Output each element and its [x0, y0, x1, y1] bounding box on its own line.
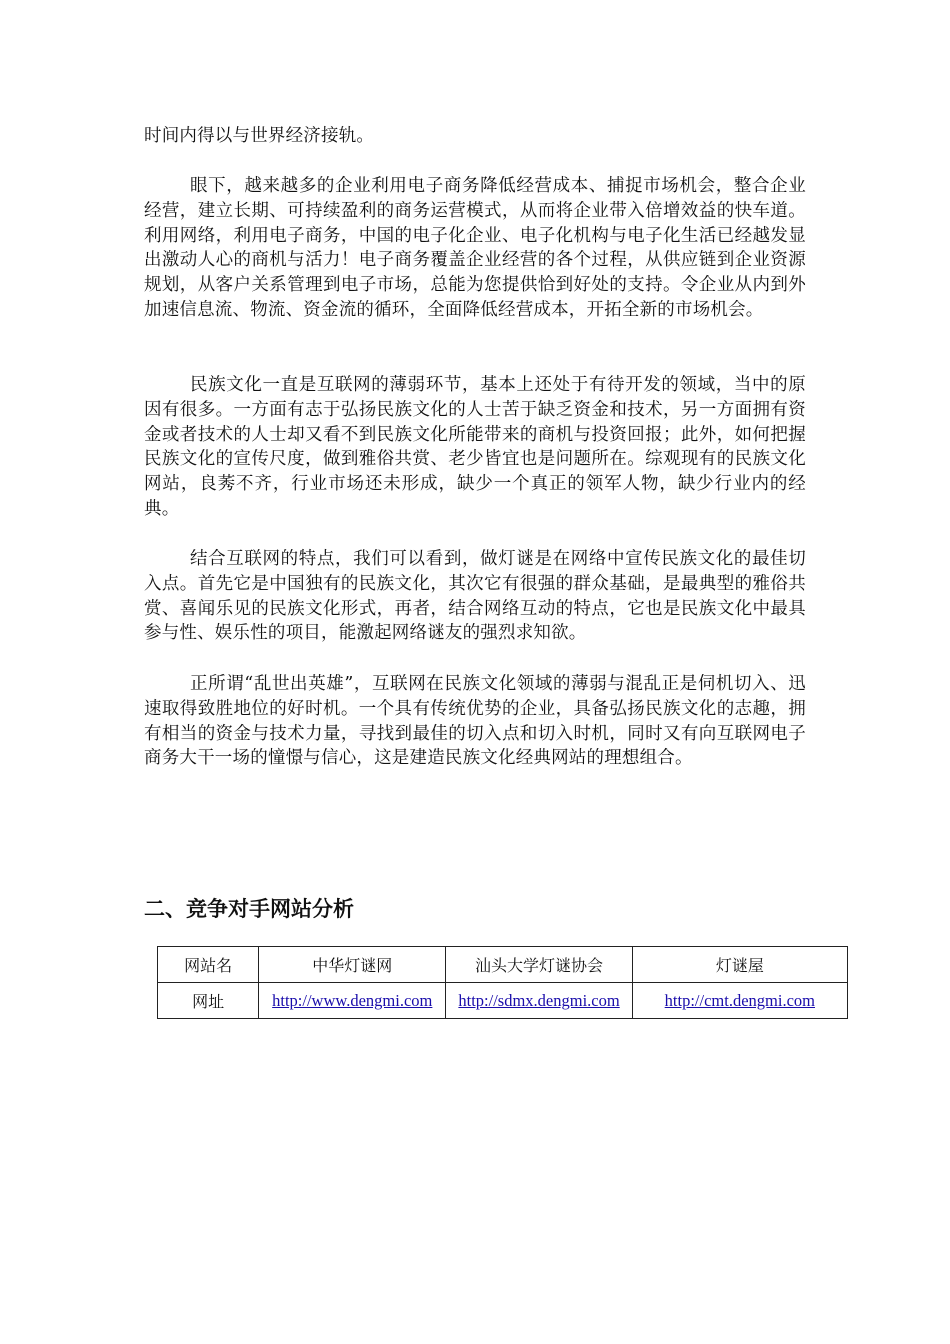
table-row-label-url: 网址 [158, 983, 259, 1019]
paragraph-continuation: 时间内得以与世界经济接轨。 [144, 126, 375, 146]
paragraph-national-culture: 民族文化一直是互联网的薄弱环节，基本上还处于有待开发的领域，当中的原因有很多。一方面有志于弘扬民族文化的人士苦于缺乏资金和技术，另一方面拥有资金或者技术的人士却又看不到民族文化所能带来的商机与投资回报；此外，如何把握民族文化的宣传尺度，做到雅俗共赏、老少皆宜也是问题所在。综观现有的民族文化网站，良莠不齐，行业市场还未形成，缺少一个真正的领军人物，缺少行业内的经典。 [144, 375, 806, 519]
table-cell [446, 983, 632, 1019]
table-header-row [158, 947, 848, 983]
table-header-cell: 中华灯谜网 [259, 947, 446, 983]
link-sdmx-dengmi[interactable]: http://sdmx.dengmi.com [458, 990, 620, 1010]
section-heading-competitor-analysis: 二、竞争对手网站分析 [144, 897, 354, 921]
table-cell [259, 983, 446, 1019]
paragraph-opportunity: 正所谓“乱世出英雄”，互联网在民族文化领域的薄弱与混乱正是伺机切入、迅速取得致胜地位的好时机。一个具有传统优势的企业，具备弘扬民族文化的志趣，拥有相当的资金与技术力量，寻找到最佳的切入点和切入时机，同时又有向互联网电子商务大干一场的憧憬与信心，这是建造民族文化经典网站的理想组合。 [144, 674, 806, 769]
table-cell [632, 983, 847, 1019]
link-cmt-dengmi[interactable]: http://cmt.dengmi.com [664, 990, 815, 1010]
table-header-cell-site-name: 网站名 [158, 947, 259, 983]
competitor-sites-table [157, 946, 848, 1019]
table-header-cell: 灯谜屋 [632, 947, 847, 983]
paragraph-lantern-riddles: 结合互联网的特点，我们可以看到，做灯谜是在网络中宣传民族文化的最佳切入点。首先它是中国独有的民族文化，其次它有很强的群众基础，是最典型的雅俗共赏、喜闻乐见的民族文化形式，再者，结合网络互动的特点，它也是民族文化中最具参与性、娱乐性的项目，能激起网络谜友的强烈求知欲。 [144, 549, 806, 644]
link-dengmi[interactable]: http://www.dengmi.com [272, 990, 433, 1010]
table-row-urls [158, 983, 848, 1019]
paragraph-ecommerce: 眼下，越来越多的企业利用电子商务降低经营成本、捕捉市场机会，整合企业经营，建立长期、可持续盈利的商务运营模式，从而将企业带入倍增效益的快车道。利用网络，利用电子商务，中国的电子化企业、电子化机构与电子化生活已经越发显出激动人心的商机与活力！电子商务覆盖企业经营的各个过程，从供应链到企业资源规划，从客户关系管理到电子市场，总能为您提供恰到好处的支持。令企业从内到外加速信息流、物流、资金流的循环，全面降低经营成本，开拓全新的市场机会。 [144, 176, 806, 320]
table-header-cell: 汕头大学灯谜协会 [446, 947, 632, 983]
